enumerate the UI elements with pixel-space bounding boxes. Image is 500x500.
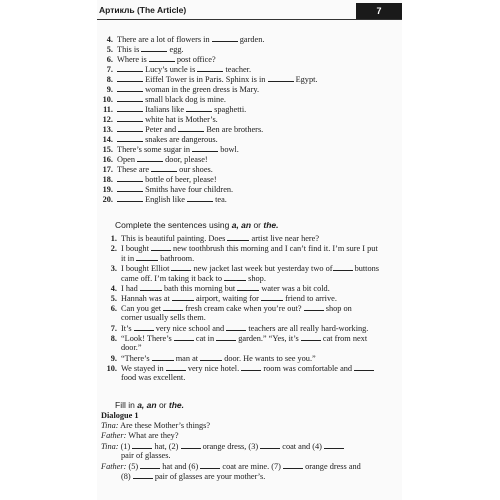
dialogue-line: Father: What are they? (101, 431, 179, 440)
page-header (97, 3, 402, 20)
exercise-item: 6. Where is post office? (106, 55, 216, 64)
exercise-item: 17. These are our shoes. (102, 165, 213, 174)
dialogue-heading: Dialogue 1 (101, 411, 139, 420)
exercise-item: 16. Open door, please! (102, 155, 208, 164)
dialogue-line-cont: (8) pair of glasses are your mother’s. (121, 472, 266, 481)
answer-blank[interactable] (134, 323, 154, 331)
answer-blank[interactable] (151, 243, 171, 251)
exercise-item-cont: door.” (121, 343, 142, 352)
answer-blank[interactable] (200, 353, 222, 361)
exercise-item: 13. Peter and Ben are brothers. (102, 125, 264, 134)
answer-blank[interactable] (301, 333, 321, 341)
answer-blank[interactable] (117, 84, 143, 92)
exercise-item: 3. I bought Elliot new jacket last week but yesterday two of buttons (110, 264, 380, 273)
answer-blank[interactable] (227, 233, 249, 241)
answer-blank[interactable] (149, 54, 175, 62)
exercise-item: 11. Italians like spaghetti. (103, 105, 247, 114)
answer-blank[interactable] (197, 64, 223, 72)
dialogue-line: Tina: Are these Mother’s things? (101, 421, 211, 430)
dialogue-line-cont: pair of glasses. (121, 451, 171, 460)
answer-blank[interactable] (117, 184, 143, 192)
answer-blank[interactable] (192, 144, 218, 152)
answer-blank[interactable] (151, 164, 177, 172)
exercise-item: 5. This is egg. (106, 45, 184, 54)
answer-blank[interactable] (117, 134, 143, 142)
answer-blank[interactable] (140, 461, 160, 469)
answer-blank[interactable] (283, 461, 303, 469)
dialogue-line: Father: (5) hat and (6) coat are mine. (7) orange dress and (101, 462, 361, 471)
answer-blank[interactable] (140, 283, 162, 291)
answer-blank[interactable] (187, 194, 213, 202)
dialogue-line: Tina: (1) hat, (2) orange dress, (3) coat and (4) (101, 441, 344, 452)
exercise-item-cont: it in bathroom. (121, 254, 195, 263)
answer-blank[interactable] (136, 253, 158, 261)
book-page (97, 0, 402, 500)
answer-blank[interactable] (226, 323, 246, 331)
exercise-item: 9. “There’s man at door. He wants to see you.” (110, 354, 316, 363)
answer-blank[interactable] (212, 34, 238, 42)
exercise-instruction: Fill in a, an or the. (115, 400, 184, 410)
exercise-item: 10. small black dog is mine. (102, 95, 226, 104)
exercise-item: 2. I bought new toothbrush this morning and I can’t find it. I’m sure I put (110, 244, 378, 253)
answer-blank[interactable] (133, 471, 153, 479)
exercise-item: 6. Can you get fresh cream cake when you’re out? shop on (110, 304, 352, 313)
exercise-item: 7. Lucy’s uncle is teacher. (106, 65, 252, 74)
answer-blank[interactable] (117, 104, 143, 112)
answer-blank[interactable] (224, 273, 246, 281)
chapter-title: Артикль (The Article) (99, 5, 187, 15)
answer-blank[interactable] (171, 263, 191, 271)
answer-blank[interactable] (141, 44, 167, 52)
exercise-item: 14. snakes are dangerous. (102, 135, 218, 144)
exercise-instruction: Complete the sentences using a, an or the. (115, 220, 279, 230)
answer-blank[interactable] (117, 64, 143, 72)
answer-blank[interactable] (137, 154, 163, 162)
exercise-item: 8. Eiffel Tower is in Paris. Sphinx is in Egypt. (106, 75, 318, 84)
answer-blank[interactable] (117, 194, 143, 202)
exercise-item: 5. Hannah was at airport, waiting for friend to arrive. (110, 294, 337, 303)
exercise-item: 15. There’s some sugar in bowl. (102, 145, 239, 154)
answer-blank[interactable] (117, 114, 143, 122)
answer-blank[interactable] (178, 124, 204, 132)
exercise-item: 7. It’s very nice school and teachers are all really hard-working. (110, 324, 369, 333)
exercise-item: 9. woman in the green dress is Mary. (106, 85, 260, 94)
answer-blank[interactable] (260, 441, 280, 449)
answer-blank[interactable] (241, 363, 261, 371)
answer-blank[interactable] (181, 441, 201, 449)
exercise-item-cont: came off. I’m taking it back to shop. (121, 274, 266, 283)
answer-blank[interactable] (200, 461, 220, 469)
answer-blank[interactable] (163, 303, 183, 311)
answer-blank[interactable] (261, 293, 283, 301)
exercise-item: 8. “Look! There’s cat in garden.” “Yes, it’s cat from next (110, 334, 368, 343)
exercise-item: 12. white hat is Mother’s. (102, 115, 218, 124)
answer-blank[interactable] (268, 74, 294, 82)
answer-blank[interactable] (304, 303, 324, 311)
exercise-item: 19. Smiths have four children. (102, 185, 234, 194)
answer-blank[interactable] (117, 94, 143, 102)
exercise-item: 18. bottle of beer, please! (102, 175, 217, 184)
answer-blank[interactable] (132, 441, 152, 449)
answer-blank[interactable] (333, 263, 353, 271)
answer-blank[interactable] (117, 174, 143, 182)
answer-blank[interactable] (186, 104, 212, 112)
exercise-item: 10. We stayed in very nice hotel. room was comfortable and (101, 363, 374, 374)
answer-blank[interactable] (152, 353, 174, 361)
exercise-item: 1. This is beautiful painting. Does artist live near here? (110, 234, 320, 243)
answer-blank[interactable] (166, 363, 186, 371)
exercise-item: 4. There are a lot of flowers in garden. (106, 35, 265, 44)
exercise-item-cont: corner usually sells them. (121, 313, 206, 322)
exercise-item-cont: food was excellent. (121, 373, 186, 382)
answer-blank[interactable] (216, 333, 236, 341)
exercise-item: 20. English like tea. (102, 195, 227, 204)
answer-blank[interactable] (174, 333, 194, 341)
answer-blank[interactable] (117, 74, 143, 82)
answer-blank[interactable] (324, 441, 344, 449)
exercise-item: 4. I had bath this morning but water was a bit cold. (110, 284, 330, 293)
answer-blank[interactable] (237, 283, 259, 291)
answer-blank[interactable] (354, 363, 374, 371)
page-number: 7 (356, 3, 402, 19)
answer-blank[interactable] (117, 124, 143, 132)
answer-blank[interactable] (172, 293, 194, 301)
